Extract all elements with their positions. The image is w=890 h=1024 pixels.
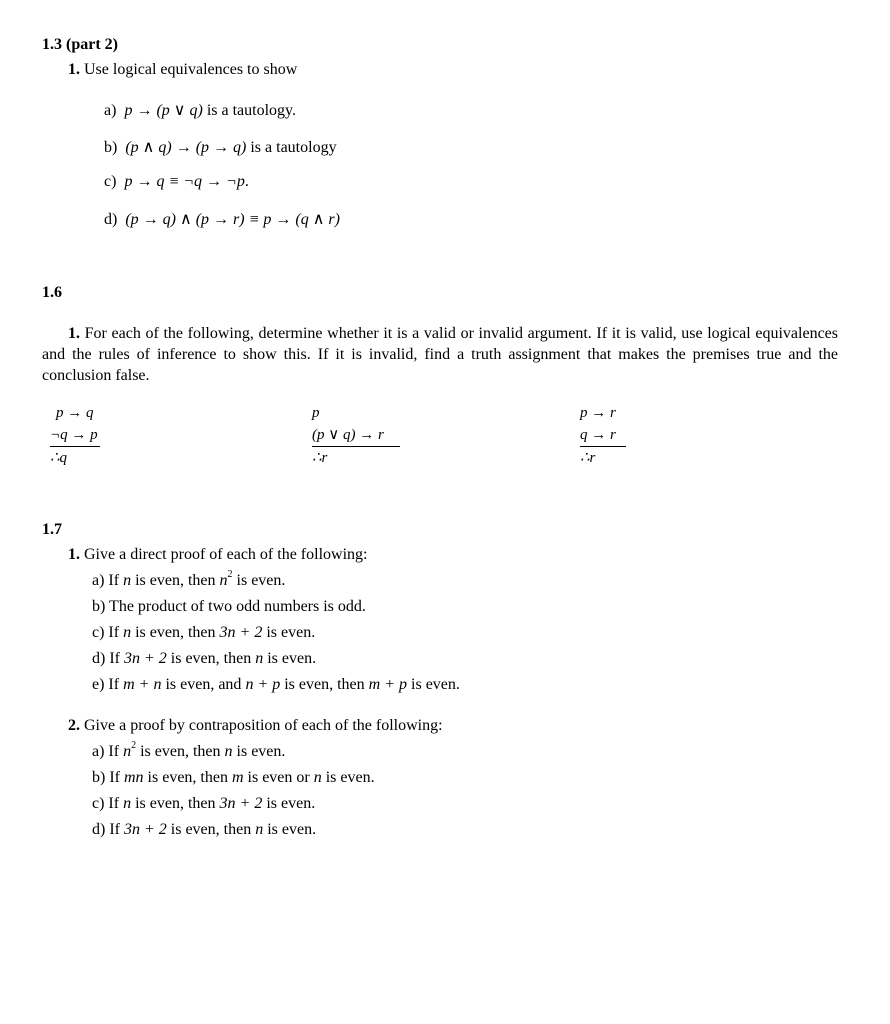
question-text: Give a proof by contraposition of each of the following: [84, 717, 443, 734]
argument-1 [50, 402, 100, 469]
item-1-3-b [104, 137, 337, 157]
item-math: n [123, 572, 132, 589]
argument-conclusion: ∴r [312, 450, 328, 466]
argument-conclusion: ∴r [580, 450, 596, 466]
item-text: is even, then [131, 572, 220, 589]
item-text: is even. [407, 676, 460, 693]
item-text: is even, then [166, 821, 256, 838]
item-math: n [123, 795, 132, 812]
item-text: is a tautology [246, 139, 337, 156]
argument-2 [312, 402, 400, 469]
section-title-1-3: 1.3 (part 2) [42, 36, 118, 53]
item-text: is even. [232, 743, 286, 760]
item-math: m [231, 769, 244, 786]
item-expression: p → q ≡ ¬q → ¬p [124, 173, 245, 190]
item-text: d) If [92, 821, 124, 838]
question-1-6-1 [42, 323, 838, 386]
argument-conclusion: ∴q [50, 450, 68, 466]
item-text: d) If [92, 650, 124, 667]
item-math: 3n + 2 [219, 795, 263, 812]
item-1-7-2-d [92, 821, 316, 839]
item-text: . [244, 173, 249, 190]
question-text: Use logical equivalences to show [84, 61, 298, 78]
question-1-7-1 [68, 546, 367, 564]
item-math: n [255, 650, 264, 667]
item-math: m + p [368, 676, 408, 693]
item-math: n [313, 769, 322, 786]
item-1-7-1-b [92, 598, 366, 616]
argument-premise-2: q → r [580, 427, 616, 443]
item-label: b) [104, 139, 118, 156]
item-text: is even. [262, 795, 316, 812]
argument-premise-1: p [312, 405, 320, 421]
item-superscript: 2 [227, 569, 233, 580]
item-1-3-c [104, 173, 249, 191]
question-1-7-2 [68, 717, 443, 735]
item-1-7-1-a [92, 569, 286, 590]
item-label: a) [104, 102, 117, 119]
item-text: e) If [92, 676, 124, 693]
item-math: 3n + 2 [219, 624, 263, 641]
question-text: For each of the following, determine whether it is a valid or invalid argument. If it is valid, use logical equivalences and the rules of inference to show this. If it is invalid, find a truth assignment that makes the premises true and the conclusion false. [42, 325, 839, 384]
item-math: n + p [245, 676, 281, 693]
item-label: d) [104, 211, 118, 228]
argument-premise-2: ¬q → p [50, 427, 98, 443]
item-superscript: 2 [131, 740, 137, 751]
item-text: is even. [321, 769, 375, 786]
question-number: 2. [68, 717, 80, 734]
item-text: is even or [243, 769, 314, 786]
item-1-7-1-c [92, 624, 315, 642]
item-text: is even, and [161, 676, 246, 693]
item-text: is even, then [143, 769, 232, 786]
item-1-7-2-c [92, 795, 315, 813]
item-math: m + n [123, 676, 162, 693]
item-math: 3n + 2 [123, 821, 167, 838]
item-1-7-1-d [92, 650, 316, 668]
item-math: n [224, 743, 233, 760]
item-1-3-a [104, 100, 296, 120]
question-1-3-1 [68, 61, 297, 79]
item-1-7-1-e [92, 676, 460, 694]
question-number: 1. [68, 546, 80, 563]
item-math: mn [123, 769, 144, 786]
section-title-1-7: 1.7 [42, 521, 62, 538]
item-1-3-d [104, 209, 340, 229]
item-expression: p → (p ∨ q) [124, 102, 203, 119]
item-math: n [219, 572, 228, 589]
argument-3 [580, 402, 626, 469]
argument-premise-1: p → q [56, 405, 94, 421]
item-text: b) If [92, 769, 124, 786]
item-text: is even. [263, 650, 317, 667]
item-text: a) If [92, 572, 124, 589]
item-text: is even, then [136, 743, 225, 760]
item-text: is even. [262, 624, 316, 641]
item-text: is even, then [131, 795, 220, 812]
item-text: c) If [92, 624, 124, 641]
question-number: 1. [68, 325, 80, 342]
item-math: n [123, 743, 132, 760]
item-text: is even, then [131, 624, 220, 641]
item-expression: (p ∧ q) → (p → q) [125, 139, 247, 156]
item-math: 3n + 2 [123, 650, 167, 667]
section-title-1-6: 1.6 [42, 284, 62, 301]
item-text: is a tautology. [202, 102, 296, 119]
question-text: Give a direct proof of each of the following: [84, 546, 368, 563]
item-label: c) [104, 173, 117, 190]
item-expression: (p → q) ∧ (p → r) ≡ p → (q ∧ r) [125, 211, 340, 228]
item-text: is even, then [280, 676, 369, 693]
item-1-7-2-a [92, 740, 286, 761]
item-text: b) The product of two odd numbers is odd. [92, 598, 366, 615]
item-1-7-2-b [92, 769, 375, 787]
item-text: is even. [232, 572, 286, 589]
item-text: c) If [92, 795, 124, 812]
item-text: is even. [263, 821, 317, 838]
item-text: a) If [92, 743, 124, 760]
item-math: n [255, 821, 264, 838]
item-text: is even, then [166, 650, 256, 667]
argument-premise-2: (p ∨ q) → r [312, 427, 384, 443]
item-math: n [123, 624, 132, 641]
question-number: 1. [68, 61, 80, 78]
argument-premise-1: p → r [580, 405, 616, 421]
